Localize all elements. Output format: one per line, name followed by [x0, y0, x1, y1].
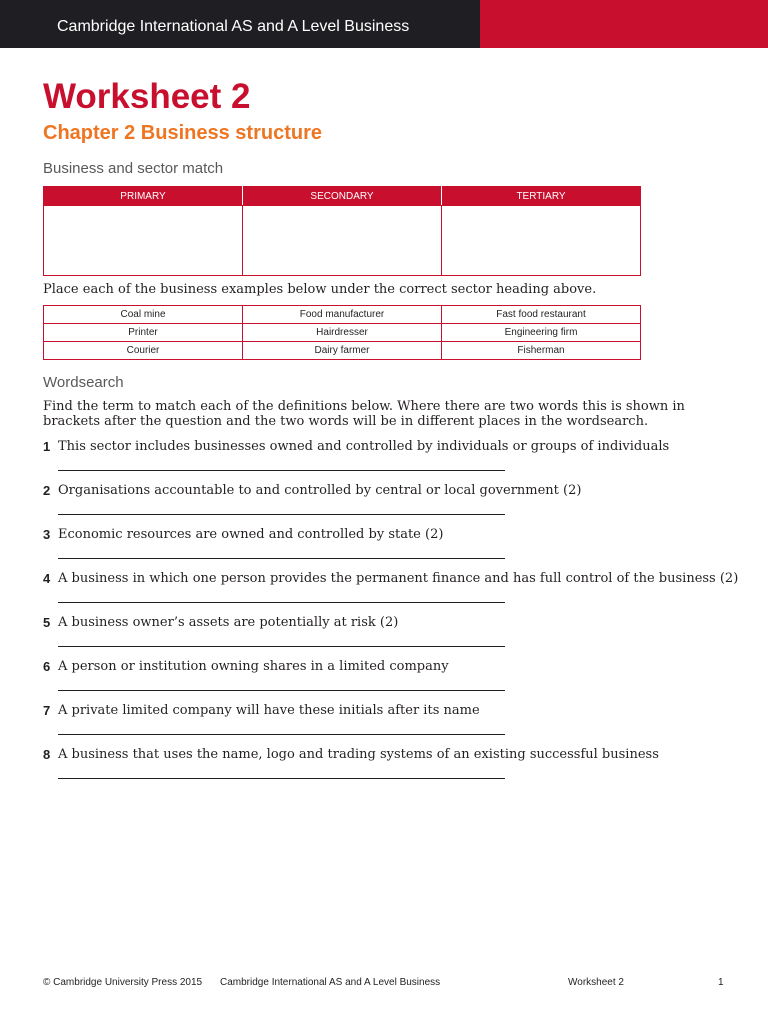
footer-page-number: 1 [718, 977, 724, 988]
sector-cell-primary[interactable] [44, 206, 243, 276]
example-cell: Courier [44, 342, 243, 360]
example-cell: Coal mine [44, 306, 243, 324]
chapter-title: Chapter 2 Business structure [43, 122, 322, 144]
example-cell: Food manufacturer [243, 306, 442, 324]
example-cell: Engineering firm [442, 324, 641, 342]
answer-line[interactable] [58, 646, 505, 647]
question-text: A private limited company will have these initials after its name [58, 703, 480, 718]
table-row [44, 306, 641, 324]
answer-line[interactable] [58, 690, 505, 691]
sector-table [43, 186, 641, 276]
question-number: 3 [43, 527, 51, 542]
sector-header-secondary: SECONDARY [243, 187, 442, 206]
answer-line[interactable] [58, 514, 505, 515]
question-text: This sector includes businesses owned and controlled by individuals or groups of individuals [58, 439, 670, 454]
question-text: A person or institution owning shares in a limited company [58, 659, 449, 674]
question-text: A business in which one person provides the permanent finance and has full control of the business (2) [58, 571, 739, 586]
match-section-heading: Business and sector match [43, 160, 224, 177]
question-number: 5 [43, 615, 51, 630]
table-row [44, 342, 641, 360]
example-cell: Dairy farmer [243, 342, 442, 360]
header-accent [480, 0, 768, 48]
wordsearch-heading: Wordsearch [43, 374, 124, 391]
question-text: Organisations accountable to and controlled by central or local government (2) [58, 483, 582, 498]
footer-worksheet: Worksheet 2 [568, 977, 624, 988]
sector-cell-secondary[interactable] [243, 206, 442, 276]
examples-table [43, 305, 641, 360]
example-cell: Fast food restaurant [442, 306, 641, 324]
example-cell: Fisherman [442, 342, 641, 360]
question-number: 6 [43, 659, 51, 674]
answer-line[interactable] [58, 734, 505, 735]
question-text: A business owner’s assets are potentially at risk (2) [58, 615, 399, 630]
question-number: 2 [43, 483, 51, 498]
example-cell: Hairdresser [243, 324, 442, 342]
sector-cell-tertiary[interactable] [442, 206, 641, 276]
question-text: A business that uses the name, logo and trading systems of an existing successful business [58, 747, 659, 762]
question-text: Economic resources are owned and controlled by state (2) [58, 527, 444, 542]
sector-header-tertiary: TERTIARY [442, 187, 641, 206]
worksheet-title: Worksheet 2 [43, 77, 251, 116]
answer-line[interactable] [58, 558, 505, 559]
wordsearch-instruction: Find the term to match each of the definitions below. Where there are two words this is shown in brackets after the question and the two words will be in different places in the wordsearch. [43, 399, 685, 429]
footer-copyright: © Cambridge University Press 2015 [43, 977, 203, 988]
answer-line[interactable] [58, 470, 505, 471]
footer-course: Cambridge International AS and A Level Business [220, 977, 441, 988]
question-number: 8 [43, 747, 51, 762]
question-number: 4 [43, 571, 51, 586]
table-row [44, 324, 641, 342]
header-title: Cambridge International AS and A Level Business [57, 18, 410, 35]
answer-line[interactable] [58, 602, 505, 603]
question-number: 7 [43, 703, 51, 718]
match-instruction: Place each of the business examples below under the correct sector heading above. [43, 282, 597, 297]
sector-header-primary: PRIMARY [44, 187, 243, 206]
answer-line[interactable] [58, 778, 505, 779]
question-number: 1 [43, 439, 51, 454]
example-cell: Printer [44, 324, 243, 342]
